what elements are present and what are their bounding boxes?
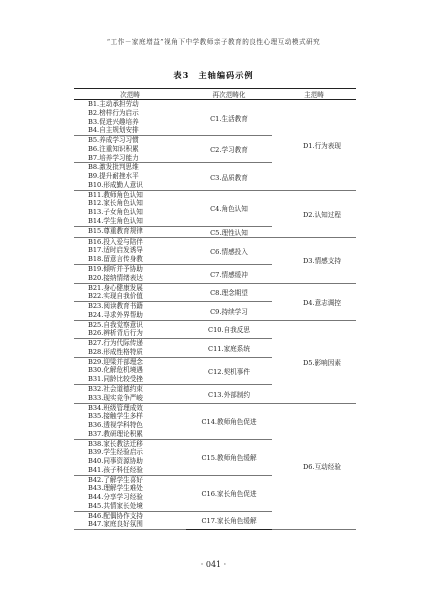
table-row bbox=[74, 100, 356, 136]
subcategory-cell bbox=[74, 226, 186, 237]
subcategory-item: B20.接纳情绪表达 bbox=[88, 273, 143, 282]
subcategory-item: B43.理解学生难处 bbox=[88, 484, 143, 493]
column-header-main-category: 主范畴 bbox=[272, 89, 356, 100]
subcategory-item: B16.投入爱与陪伴 bbox=[88, 237, 143, 246]
subcategory-item: B19.倾听并予协助 bbox=[88, 265, 143, 274]
recategorization-cell: C14.教师角色促进 bbox=[186, 403, 272, 439]
subcategory-item: B15.尊重教育规律 bbox=[88, 227, 143, 236]
recategorization-cell: C2.学习教育 bbox=[186, 136, 272, 163]
subcategory-cell bbox=[74, 357, 186, 384]
recategorization-cell: C5.理性认知 bbox=[186, 226, 272, 237]
main-category-cell: D5.影响因素 bbox=[272, 320, 356, 403]
subcategory-cell bbox=[74, 302, 186, 321]
recategorization-cell: C16.家长角色促进 bbox=[186, 475, 272, 511]
subcategory-item: B8.激发批判思维 bbox=[88, 163, 139, 172]
running-header: “工作－家庭增益”视角下中学教师亲子教育的良性心理互动模式研究 bbox=[106, 38, 321, 46]
subcategory-item: B40.同事资源协助 bbox=[88, 457, 143, 466]
subcategory-item: B35.接触学生多样 bbox=[88, 412, 143, 421]
subcategory-item: B30.化解危机境遇 bbox=[88, 366, 143, 375]
main-category-cell: D4.意志调控 bbox=[272, 283, 356, 320]
recategorization-cell: C1.生活教育 bbox=[186, 100, 272, 136]
subcategory-item: B42.了解学生喜好 bbox=[88, 475, 143, 484]
recategorization-cell: C9.持续学习 bbox=[186, 302, 272, 321]
subcategory-cell bbox=[74, 265, 186, 284]
subcategory-cell bbox=[74, 475, 186, 511]
column-header-subcategory: 次范畴 bbox=[74, 89, 186, 100]
subcategory-item: B17.适时启发诱导 bbox=[88, 246, 143, 255]
subcategory-cell bbox=[74, 403, 186, 439]
subcategory-item: B24.寻求外界帮助 bbox=[88, 310, 143, 319]
axial-coding-table bbox=[74, 88, 356, 530]
recategorization-cell: C13.外部制约 bbox=[186, 384, 272, 403]
main-category-cell: D2.认知过程 bbox=[272, 190, 356, 237]
subcategory-item: B18.留意言传身教 bbox=[88, 255, 143, 264]
table-header-row bbox=[74, 89, 356, 100]
main-category-cell: D1.行为表现 bbox=[272, 100, 356, 191]
subcategory-item: B23.阅读教育书籍 bbox=[88, 302, 143, 311]
subcategory-item: B33.现实竞争严峻 bbox=[88, 393, 143, 402]
subcategory-cell bbox=[74, 384, 186, 403]
table-row bbox=[74, 237, 356, 264]
subcategory-cell bbox=[74, 163, 186, 190]
subcategory-item: B34.班级管理成效 bbox=[88, 403, 143, 412]
subcategory-item: B21.身心健康发展 bbox=[88, 283, 143, 292]
subcategory-item: B32.社会道德约束 bbox=[88, 384, 143, 393]
subcategory-item: B5.养成学习习惯 bbox=[88, 136, 139, 145]
subcategory-item: B22.实现自我价值 bbox=[88, 292, 143, 301]
table-caption: 表3 主轴编码示例 bbox=[173, 70, 254, 80]
recategorization-cell: C4.角色认知 bbox=[186, 190, 272, 226]
subcategory-item: B41.孩子科任经验 bbox=[88, 465, 143, 474]
recategorization-cell: C11.家庭系统 bbox=[186, 339, 272, 358]
recategorization-cell: C12.契机事件 bbox=[186, 357, 272, 384]
subcategory-item: B11.教师角色认知 bbox=[88, 190, 143, 199]
subcategory-item: B36.透视学科特色 bbox=[88, 421, 143, 430]
table-body bbox=[74, 100, 356, 530]
subcategory-item: B31.同龄比较受挫 bbox=[88, 375, 143, 384]
recategorization-cell: C6.情感投入 bbox=[186, 237, 272, 264]
subcategory-cell bbox=[74, 136, 186, 163]
subcategory-item: B13.子女角色认知 bbox=[88, 208, 143, 217]
subcategory-item: B46.配偶协作支持 bbox=[88, 511, 143, 520]
subcategory-item: B26.辨析背后行为 bbox=[88, 329, 143, 338]
subcategory-item: B29.迎梁并部理念 bbox=[88, 357, 143, 366]
subcategory-item: B12.家长角色认知 bbox=[88, 199, 143, 208]
subcategory-cell bbox=[74, 320, 186, 339]
subcategory-cell bbox=[74, 100, 186, 136]
table-row bbox=[74, 403, 356, 439]
subcategory-cell bbox=[74, 511, 186, 530]
subcategory-item: B44.分享学习经验 bbox=[88, 493, 143, 502]
recategorization-cell: C3.品质教育 bbox=[186, 163, 272, 190]
subcategory-item: B45.共情家长处境 bbox=[88, 501, 143, 510]
recategorization-cell: C15.教师角色缓解 bbox=[186, 439, 272, 475]
subcategory-item: B6.注重知识积累 bbox=[88, 144, 139, 153]
table-row bbox=[74, 283, 356, 302]
subcategory-cell bbox=[74, 190, 186, 226]
subcategory-item: B47.家庭良好氛围 bbox=[88, 520, 143, 529]
subcategory-item: B3.促进兴趣培养 bbox=[88, 117, 139, 126]
main-category-cell: D6.互动经验 bbox=[272, 403, 356, 530]
recategorization-cell: C7.情感缓冲 bbox=[186, 265, 272, 284]
table-row bbox=[74, 190, 356, 226]
recategorization-cell: C17.家长角色缓解 bbox=[186, 511, 272, 530]
subcategory-item: B38.家长教法迁移 bbox=[88, 439, 143, 448]
subcategory-item: B37.教研理论积累 bbox=[88, 429, 143, 438]
column-header-recategorization: 再次范畴化 bbox=[186, 89, 272, 100]
recategorization-cell: C8.理念期望 bbox=[186, 283, 272, 302]
subcategory-cell bbox=[74, 283, 186, 302]
subcategory-item: B28.形成性格特质 bbox=[88, 347, 143, 356]
subcategory-item: B14.学生角色认知 bbox=[88, 216, 143, 225]
recategorization-cell: C10.自我反思 bbox=[186, 320, 272, 339]
subcategory-item: B7.培养学习能力 bbox=[88, 153, 139, 162]
subcategory-item: B10.形成勤人意识 bbox=[88, 180, 143, 189]
table-row bbox=[74, 320, 356, 339]
subcategory-item: B9.提升耐挫水平 bbox=[88, 172, 139, 181]
subcategory-item: B4.自主规划安排 bbox=[88, 126, 139, 135]
subcategory-item: B2.榜样行为启示 bbox=[88, 108, 139, 117]
subcategory-cell bbox=[74, 439, 186, 475]
subcategory-cell bbox=[74, 339, 186, 358]
subcategory-cell bbox=[74, 237, 186, 264]
main-category-cell: D3.情感支持 bbox=[272, 237, 356, 283]
subcategory-item: B39.学生经验启示 bbox=[88, 448, 143, 457]
subcategory-item: B1.主动承担劳动 bbox=[88, 100, 139, 108]
subcategory-item: B25.自我觉察意识 bbox=[88, 320, 143, 329]
page-number: · 041 · bbox=[200, 560, 227, 569]
subcategory-item: B27.行为代际传递 bbox=[88, 339, 143, 348]
